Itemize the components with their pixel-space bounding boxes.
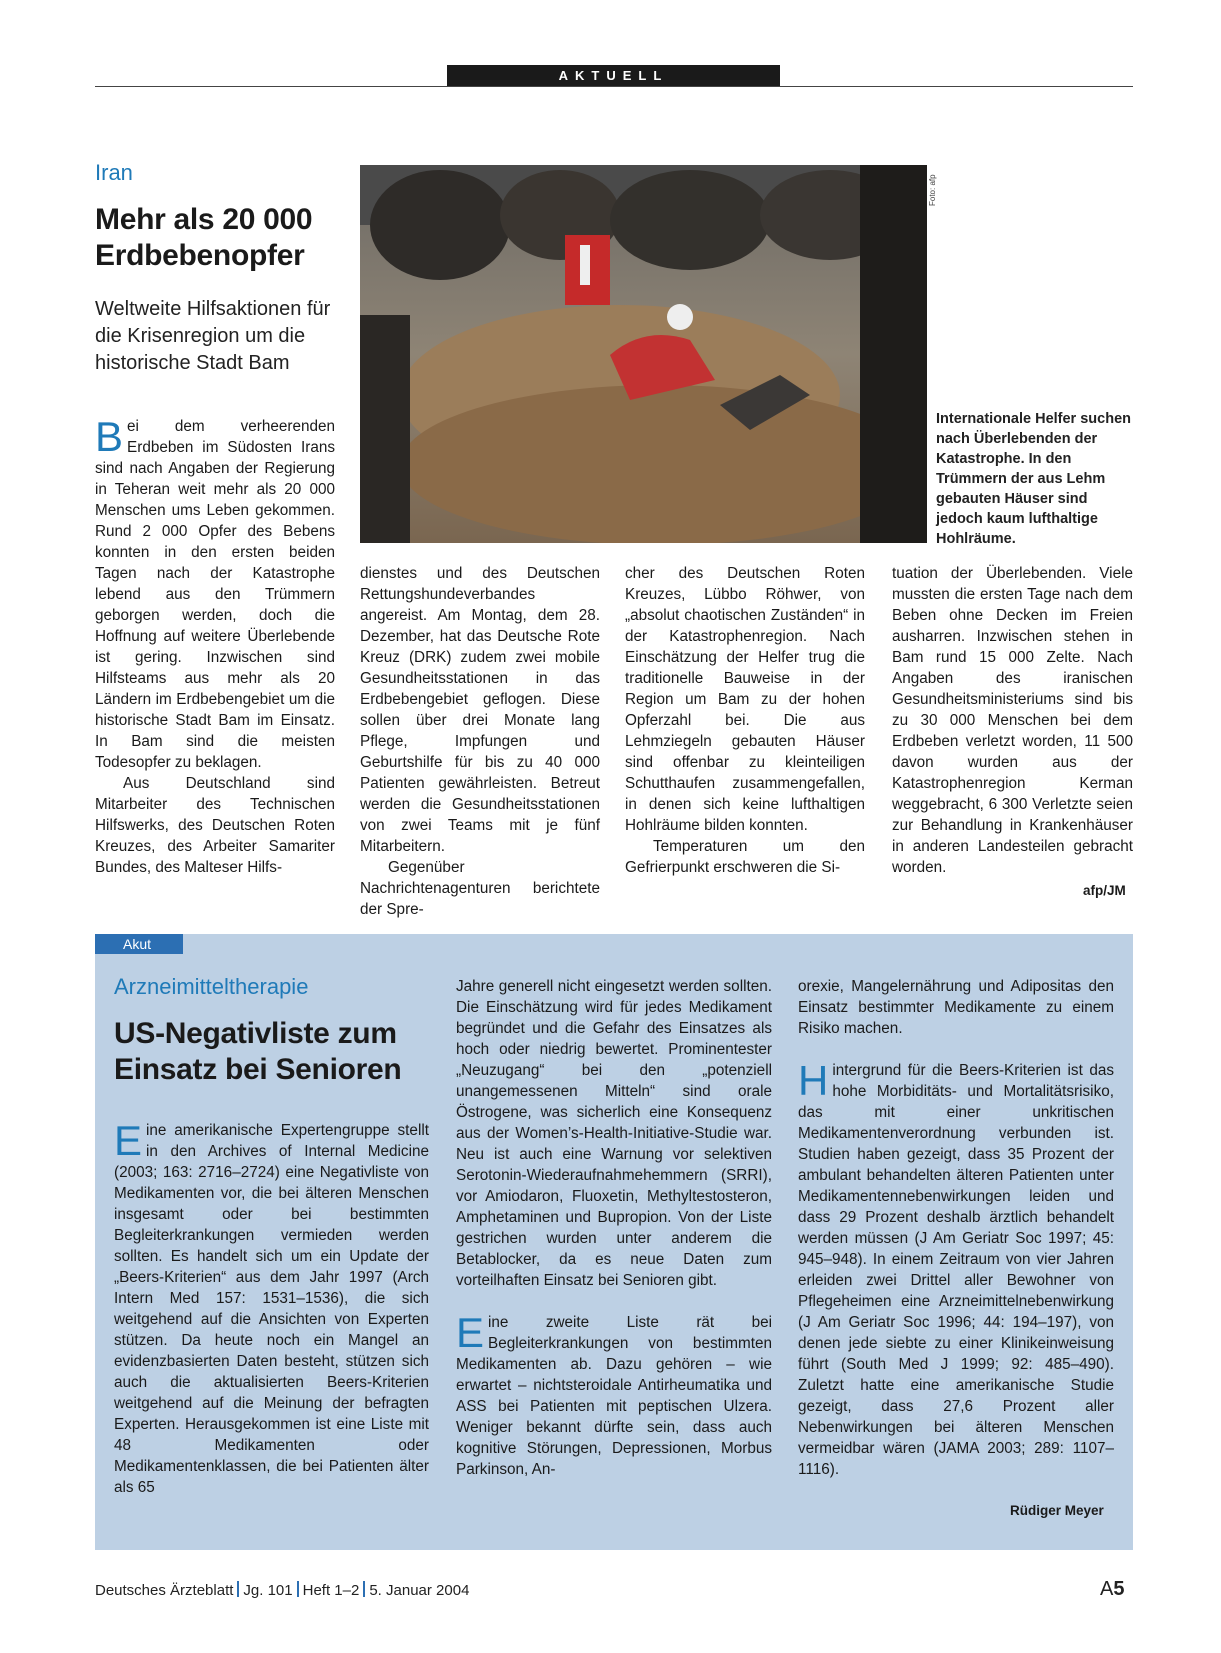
footer-date: 5. Januar 2004 xyxy=(369,1582,470,1599)
akut-tab: Akut xyxy=(95,934,183,954)
article2-headline-line1: US-Negativliste zum xyxy=(114,1017,397,1050)
article1-headline xyxy=(95,202,355,274)
article1-headline-line1: Mehr als 20 000 xyxy=(95,203,313,236)
article2-col3-paragraph-1: orexie, Mangelernährung und Adipositas den Einsatz bestimmter Medikamente zu einem Risiko machen. xyxy=(798,978,1114,1037)
photo-credit: Foto: afp xyxy=(928,174,937,206)
page-number xyxy=(1100,1578,1124,1601)
footer-journal: Deutsches Ärzteblatt xyxy=(95,1582,234,1599)
article2-headline-line2: Einsatz bei Senioren xyxy=(114,1053,402,1086)
article2-col2-paragraph-1: Jahre generell nicht eingesetzt werden sollten. Die Einschätzung wird für jedes Medikament begründet und die Gefahr des Einsatzes als hoch oder niedrig bewertet. Prominentester „Neuzugang“ bei den „potenziell unangemessenen Mitteln“ sind orale Östrogene, was sicherlich eine Konsequenz aus der Women’s-Health-Initiative-Studie war. Neu ist auch eine Warnung vor selektiven Serotonin-Wiederaufnahmehemmern (SRRI), vor Amiodaron, Fluoxetin, Methyltestosteron, Amphetaminen und Bupropion. Von der Liste gestrichen wurden unter anderem die Betablocker, da es neue Daten zum vorteilhaften Einsatz bei Senioren gibt. xyxy=(456,978,772,1289)
page-number-value: 5 xyxy=(1113,1578,1125,1600)
article1-column-1 xyxy=(95,413,335,878)
article2-dropcap-3: H xyxy=(798,1057,829,1104)
article1-dropcap: B xyxy=(95,413,124,460)
article2-kicker: Arzneimitteltherapie xyxy=(114,974,309,999)
article2-column-3 xyxy=(798,976,1114,1480)
article1-col1-paragraph-1: ei dem verheerenden Erdbeben im Südosten Irans sind nach Angaben der Regierung in Teheran weit mehr als 20 000 Menschen ums Leben gekommen. Rund 2 000 Opfer des Bebens konnten in den ersten beiden Tagen nach der Katastrophe lebend aus den Trümmern geborgen werden, doch die Hoffnung auf weitere Überlebende ist gering. Inzwischen sind Hilfsteams aus mehr als 20 Ländern im Erdbebengebiet um die historische Stadt Bam im Einsatz. In Bam sind die meisten Todesopfer zu beklagen. xyxy=(95,418,335,771)
article1-signature: afp/JM xyxy=(1083,883,1126,898)
article1-col2-paragraph-1: dienstes und des Deutschen Rettungshundeverbandes angereist. Am Montag, dem 28. Dezember, hat das Deutsche Rote Kreuz (DRK) zudem zwei mobile Gesundheitsstationen in das Erdbebengebiet geflogen. Diese sollen über drei Monate lang Pflege, Impfungen und Geburtshilfe für bis zu 40 000 Patienten gewährleisten. Betreut werden die Gesundheitsstationen von zwei Teams mit je fünf Mitarbeitern. xyxy=(360,565,600,855)
article2-col2-paragraph-2: ine zweite Liste rät bei Begleiterkrankungen von bestimmten Medikamenten ab. Dazu gehören – wie erwartet – nichtsteroidale Antirheumatika und ASS bei Patienten mit peptischen Ulzera. Weniger bekannt dürfte sein, dass auch kognitive Störungen, Depressionen, Morbus Parkinson, An- xyxy=(456,1314,772,1478)
footer-volume: Jg. 101 xyxy=(243,1582,293,1599)
section-header: AKTUELL xyxy=(447,65,780,86)
footer xyxy=(95,1581,469,1599)
article1-col3-paragraph-1: cher des Deutschen Roten Kreuzes, Lübbo Röhwer, von „absolut chaotischen Zuständen“ in der Katastrophenregion. Nach Einschätzung der Helfer trug die traditionelle Bauweise in der Region um Bam zu der hohen Opferzahl bei. Die aus Lehmziegeln gebauten Häuser sind offenbar zu kleinteiligen Schutthaufen zusammengefallen, in denen sich keine lufthaltigen Hohlräume bilden konnten. xyxy=(625,565,865,834)
article2-column-1 xyxy=(114,1117,429,1498)
article2-dropcap-1: E xyxy=(114,1117,143,1164)
article2-dropcap-2: E xyxy=(456,1309,485,1356)
article2-column-2 xyxy=(456,976,772,1480)
article1-column-2 xyxy=(360,563,600,920)
footer-separator xyxy=(237,1581,239,1597)
article2-col3-paragraph-2: intergrund für die Beers-Kriterien ist das hohe Morbiditäts- und Mortalitätsrisiko, das mit einer unkritischen Medikamentenverordnung verbunden ist. Studien haben gezeigt, dass 35 Prozent der ambulant behandelten älteren Patienten unter Medikamentennebenwirkungen leiden und dass 29 Prozent deshalb ärztlich behandelt werden müssen (J Am Geriatr Soc 1997; 45: 945–948). In einem Zeitraum von vier Jahren erleiden zwei Drittel aller Bewohner von Pflegeheimen eine Arzneimittelnebenwirkung (J Am Geriatr Soc 1996; 44: 194–197), von denen jede siebte zu einer Klinikeinweisung führt (South Med J 1999; 92: 485–490). Zuletzt hatte eine amerikanische Studie gezeigt, dass 27,6 Prozent aller Nebenwirkungen bei älteren Menschen vermeidbar wären (JAMA 2003; 289: 1107–1116). xyxy=(798,1062,1114,1478)
header-rule xyxy=(95,86,1133,87)
earthquake-photo xyxy=(360,165,927,543)
article1-col3-paragraph-2: Temperaturen um den Gefrierpunkt erschweren die Si- xyxy=(625,838,865,876)
article1-headline-line2: Erdbebenopfer xyxy=(95,239,305,272)
article1-kicker: Iran xyxy=(95,160,133,185)
article1-col2-paragraph-2: Gegenüber Nachrichtenagenturen berichtete der Spre- xyxy=(360,859,600,918)
article1-column-4 xyxy=(892,563,1133,878)
rescue-scene-image xyxy=(360,165,927,543)
article1-subhead: Weltweite Hilfsaktionen für die Krisenregion um die historische Stadt Bam xyxy=(95,298,331,374)
footer-issue: Heft 1–2 xyxy=(302,1582,360,1599)
page-prefix: A xyxy=(1100,1578,1114,1600)
article2-col1-paragraph-1: ine amerikanische Expertengruppe stellt in den Archives of Internal Medicine (2003; 163: 2716–2724) eine Negativliste von Medikamenten vor, die bei älteren Menschen insgesamt oder bei bestimmten Begleiterkrankungen vermieden werden sollten. Es handelt sich um ein Update der „Beers-Kriterien“ aus dem Jahr 1997 (Arch Intern Med 157: 1531–1536), die sich weitgehend auf die Ansichten von Experten stützen. Da heute noch ein Mangel an evidenzbasierten Daten besteht, stützen sich auch die aktualisierten Beers-Kriterien weitgehend auf die Meinung der befragten Experten. Herausgekommen ist eine Liste mit 48 Medikamenten oder Medikamentenklassen, die bei Patienten älter als 65 xyxy=(114,1122,429,1496)
footer-separator xyxy=(297,1581,299,1597)
article1-column-3 xyxy=(625,563,865,878)
photo-caption: Internationale Helfer suchen nach Überlebenden der Katastrophe. In den Trümmern der aus Lehm gebauten Häuser sind jedoch kaum lufthaltige Hohlräume. xyxy=(936,411,1131,547)
article1-col4-paragraph-1: tuation der Überlebenden. Viele mussten die ersten Tage nach dem Beben ohne Decken im Freien ausharren. Inzwischen stehen in Bam rund 15 000 Zelte. Nach Angaben des iranischen Gesundheitsministeriums sind bis zu 30 000 Menschen bei dem Erdbeben verletzt worden, 11 500 davon wurden aus der Katastrophenregion Kerman weggebracht, 6 300 Verletzte seien zur Behandlung in Krankenhäuser in anderen Landesteilen gebracht worden. xyxy=(892,565,1133,876)
article2-headline xyxy=(114,1016,434,1088)
footer-separator xyxy=(363,1581,365,1597)
article1-col1-paragraph-2: Aus Deutschland sind Mitarbeiter des Technischen Hilfswerks, des Deutschen Roten Kreuzes, des Arbeiter Samariter Bundes, des Malteser Hilfs- xyxy=(95,775,335,876)
article2-signature: Rüdiger Meyer xyxy=(1010,1503,1104,1518)
